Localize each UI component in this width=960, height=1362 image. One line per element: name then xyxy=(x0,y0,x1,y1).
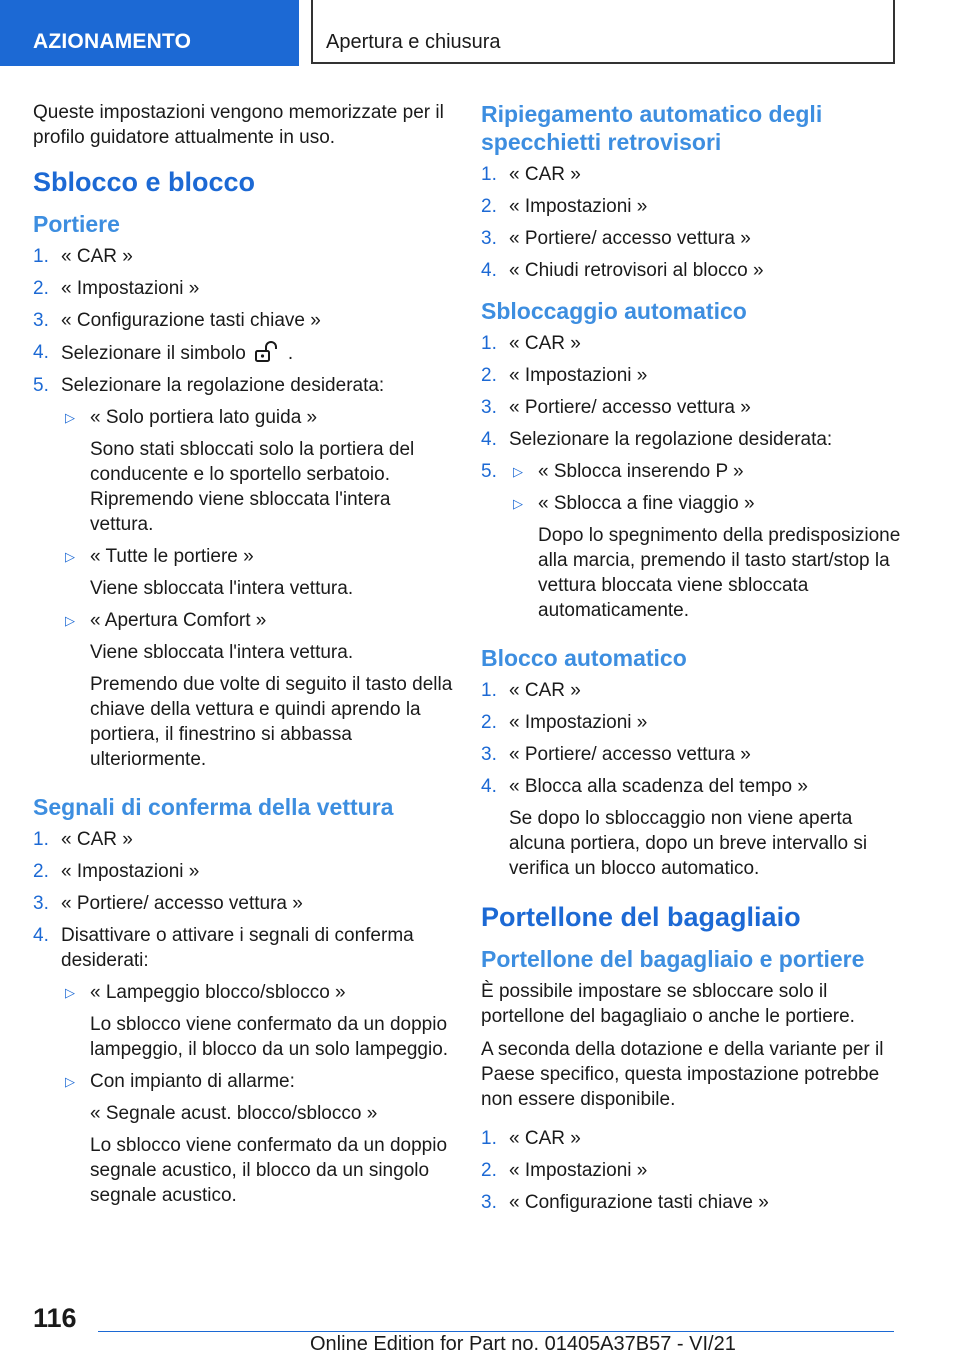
step-text: Selezionare la regolazione desiderata: xyxy=(61,375,385,396)
step-number: 2. xyxy=(33,278,49,299)
unlock-icon xyxy=(252,340,282,364)
option-title: « Tutte le portiere » xyxy=(90,546,254,567)
list-item xyxy=(481,1158,901,1183)
step-text: « Chiudi retrovisori al blocco » xyxy=(509,260,764,281)
option-description: Premendo due volte di seguito il tasto della chiave della vettura e quindi aprendo la portiera, il finestrino si abbassa ulteriormente. xyxy=(90,674,453,770)
step-text: « Impostazioni » xyxy=(61,861,200,882)
list-item xyxy=(481,459,901,630)
heading-ripiegamento-specchietti: Ripiegamento automatico degli specchietti retrovisori xyxy=(481,101,823,155)
step-text: « Configurazione tasti chiave » xyxy=(61,310,321,331)
step-number: 1. xyxy=(481,333,497,354)
option-item xyxy=(61,544,453,601)
list-item xyxy=(33,891,453,916)
option-description: Sono stati sbloccati solo la portiera del conducente e lo sportello serbatoio. Ripremendo viene sbloccata l'intera vettura. xyxy=(90,439,415,535)
step-number: 1. xyxy=(481,164,497,185)
step-number: 1. xyxy=(33,829,49,850)
step-number: 5. xyxy=(481,461,497,482)
list-item xyxy=(33,244,453,269)
step-number: 5. xyxy=(33,375,49,396)
heading-portellone-portiere: Portellone del bagagliaio e portiere xyxy=(481,946,865,972)
step-number: 1. xyxy=(481,1128,497,1149)
step-text: « Portiere/ accesso vettura » xyxy=(509,397,751,418)
step-number: 4. xyxy=(481,260,497,281)
step-number: 3. xyxy=(33,893,49,914)
step-number: 2. xyxy=(481,712,497,733)
step-text: « Impostazioni » xyxy=(509,365,648,386)
section-tab xyxy=(0,0,299,66)
step-text: « Portiere/ accesso vettura » xyxy=(509,228,751,249)
option-list xyxy=(509,459,901,623)
list-item xyxy=(33,859,453,884)
list-item xyxy=(481,742,901,767)
option-list xyxy=(61,980,453,1208)
list-item xyxy=(481,363,901,388)
option-description: Lo sblocco viene confermato da un doppio lampeggio, il blocco da un solo lampeggio. xyxy=(90,1014,449,1060)
step-number: 4. xyxy=(481,776,497,797)
triangle-bullet-icon: ▷ xyxy=(65,410,75,425)
list-item xyxy=(33,373,453,779)
section-label: AZIONAMENTO xyxy=(33,30,192,53)
step-text: « Portiere/ accesso vettura » xyxy=(61,893,303,914)
step-number: 4. xyxy=(481,429,497,450)
step-text: « Blocca alla scadenza del tempo » xyxy=(509,776,808,797)
heading-sbloccaggio-automatico: Sbloccaggio automatico xyxy=(481,298,747,324)
list-item xyxy=(33,276,453,301)
list-item xyxy=(481,258,901,283)
option-title: « Sblocca a fine viaggio » xyxy=(538,493,755,514)
heading-portiere: Portiere xyxy=(33,211,120,237)
list-item xyxy=(481,1126,901,1151)
triangle-bullet-icon: ▷ xyxy=(65,549,75,564)
list-item xyxy=(481,226,901,251)
list-item xyxy=(481,774,901,881)
heading-blocco-automatico: Blocco automatico xyxy=(481,645,687,671)
step-number: 3. xyxy=(481,228,497,249)
list-item xyxy=(481,395,901,420)
list-item xyxy=(33,827,453,852)
triangle-bullet-icon: ▷ xyxy=(65,1074,75,1089)
step-text: Selezionare la regolazione desiderata: xyxy=(509,429,833,450)
intro-paragraph: Queste impostazioni vengono memorizzate per il profilo guidatore attualmente in uso. xyxy=(33,102,444,148)
step-text-end: . xyxy=(287,343,294,364)
option-description: Viene sbloccata l'intera vettura. xyxy=(90,642,354,663)
step-text: « Impostazioni » xyxy=(509,1160,648,1181)
blocco-steps xyxy=(481,678,901,881)
page-header xyxy=(0,0,960,66)
step-text: « Impostazioni » xyxy=(509,712,648,733)
heading-segnali-conferma: Segnali di conferma della vettura xyxy=(33,794,394,820)
option-item xyxy=(61,608,453,772)
portellone-paragraph: A seconda della dotazione e della variante per il Paese specifico, questa impostazione potrebbe non essere disponibile. xyxy=(481,1039,884,1110)
list-item xyxy=(481,162,901,187)
header-divider-left xyxy=(311,0,313,64)
option-description: Dopo lo spegnimento della predisposizione alla marcia, premendo il tasto start/stop la vettura bloccata viene sbloccata automaticamente. xyxy=(538,525,901,621)
step-number: 4. xyxy=(33,342,49,363)
step-number: 3. xyxy=(481,1192,497,1213)
option-list xyxy=(61,405,453,772)
footer-edition: Online Edition for Part no. 01405A37B57 - VI/21 xyxy=(310,1333,736,1355)
step-text: « Impostazioni » xyxy=(509,196,648,217)
header-divider-right xyxy=(893,0,895,64)
step-number: 2. xyxy=(481,196,497,217)
list-item xyxy=(33,340,453,366)
step-text: « CAR » xyxy=(509,164,581,185)
triangle-bullet-icon: ▷ xyxy=(513,464,523,479)
list-item xyxy=(33,308,453,333)
list-item xyxy=(481,331,901,356)
segnali-steps xyxy=(33,827,453,1215)
option-subtitle: « Segnale acust. blocco/sblocco » xyxy=(90,1103,378,1124)
step-text: « Portiere/ accesso vettura » xyxy=(509,744,751,765)
list-item xyxy=(481,710,901,735)
option-description: Viene sbloccata l'intera vettura. xyxy=(90,578,354,599)
step-number: 3. xyxy=(33,310,49,331)
page-number: 116 xyxy=(33,1303,77,1333)
step-number: 3. xyxy=(481,744,497,765)
option-title: « Solo portiera lato guida » xyxy=(90,407,318,428)
step-number: 2. xyxy=(481,365,497,386)
option-description: Lo sblocco viene confermato da un doppio segnale acustico, il blocco da un singolo segnale acustico. xyxy=(90,1135,448,1206)
portellone-steps xyxy=(481,1126,901,1215)
step-text: « CAR » xyxy=(509,1128,581,1149)
left-column xyxy=(33,100,453,1222)
step-text: Disattivare o attivare i segnali di conferma desiderati: xyxy=(61,925,414,971)
step-number: 3. xyxy=(481,397,497,418)
option-title: Con impianto di allarme: xyxy=(90,1071,295,1092)
step-number: 4. xyxy=(33,925,49,946)
step-number: 1. xyxy=(481,680,497,701)
step-text: « CAR » xyxy=(509,680,581,701)
step-number: 1. xyxy=(33,246,49,267)
step-text: « CAR » xyxy=(61,246,133,267)
option-title: « Apertura Comfort » xyxy=(90,610,267,631)
triangle-bullet-icon: ▷ xyxy=(65,985,75,1000)
option-item xyxy=(61,1069,453,1208)
heading-portellone: Portellone del bagagliaio xyxy=(481,902,801,932)
step-description: Se dopo lo sbloccaggio non viene aperta alcuna portiera, dopo un breve intervallo si verifica un blocco automatico. xyxy=(509,808,868,879)
option-title: « Sblocca inserendo P » xyxy=(538,461,744,482)
list-item xyxy=(481,1190,901,1215)
footer-rule xyxy=(98,1331,894,1332)
portiere-steps xyxy=(33,244,453,779)
step-text-symbol xyxy=(61,340,453,366)
step-text: « Configurazione tasti chiave » xyxy=(509,1192,769,1213)
sbloccaggio-steps xyxy=(481,331,901,630)
step-number: 2. xyxy=(481,1160,497,1181)
heading-sblocco-blocco: Sblocco e blocco xyxy=(33,167,256,197)
portellone-paragraph: È possibile impostare se sbloccare solo il portellone del bagagliaio o anche le portiere. xyxy=(481,981,855,1027)
step-text: « CAR » xyxy=(61,829,133,850)
list-item xyxy=(481,678,901,703)
list-item xyxy=(33,923,453,1215)
step-text: « CAR » xyxy=(509,333,581,354)
option-item xyxy=(509,491,901,623)
option-item xyxy=(61,405,453,537)
option-item xyxy=(61,980,453,1062)
option-item xyxy=(509,459,901,484)
ripiegamento-steps xyxy=(481,162,901,283)
list-item xyxy=(481,427,901,452)
step-text: « Impostazioni » xyxy=(61,278,200,299)
header-underline xyxy=(311,62,895,64)
step-number: 2. xyxy=(33,861,49,882)
option-title: « Lampeggio blocco/sblocco » xyxy=(90,982,346,1003)
list-item xyxy=(481,194,901,219)
chapter-title: Apertura e chiusura xyxy=(326,31,501,53)
triangle-bullet-icon: ▷ xyxy=(65,613,75,628)
triangle-bullet-icon: ▷ xyxy=(513,496,523,511)
step-text: Selezionare il simbolo xyxy=(61,343,246,364)
right-column xyxy=(481,100,901,1222)
